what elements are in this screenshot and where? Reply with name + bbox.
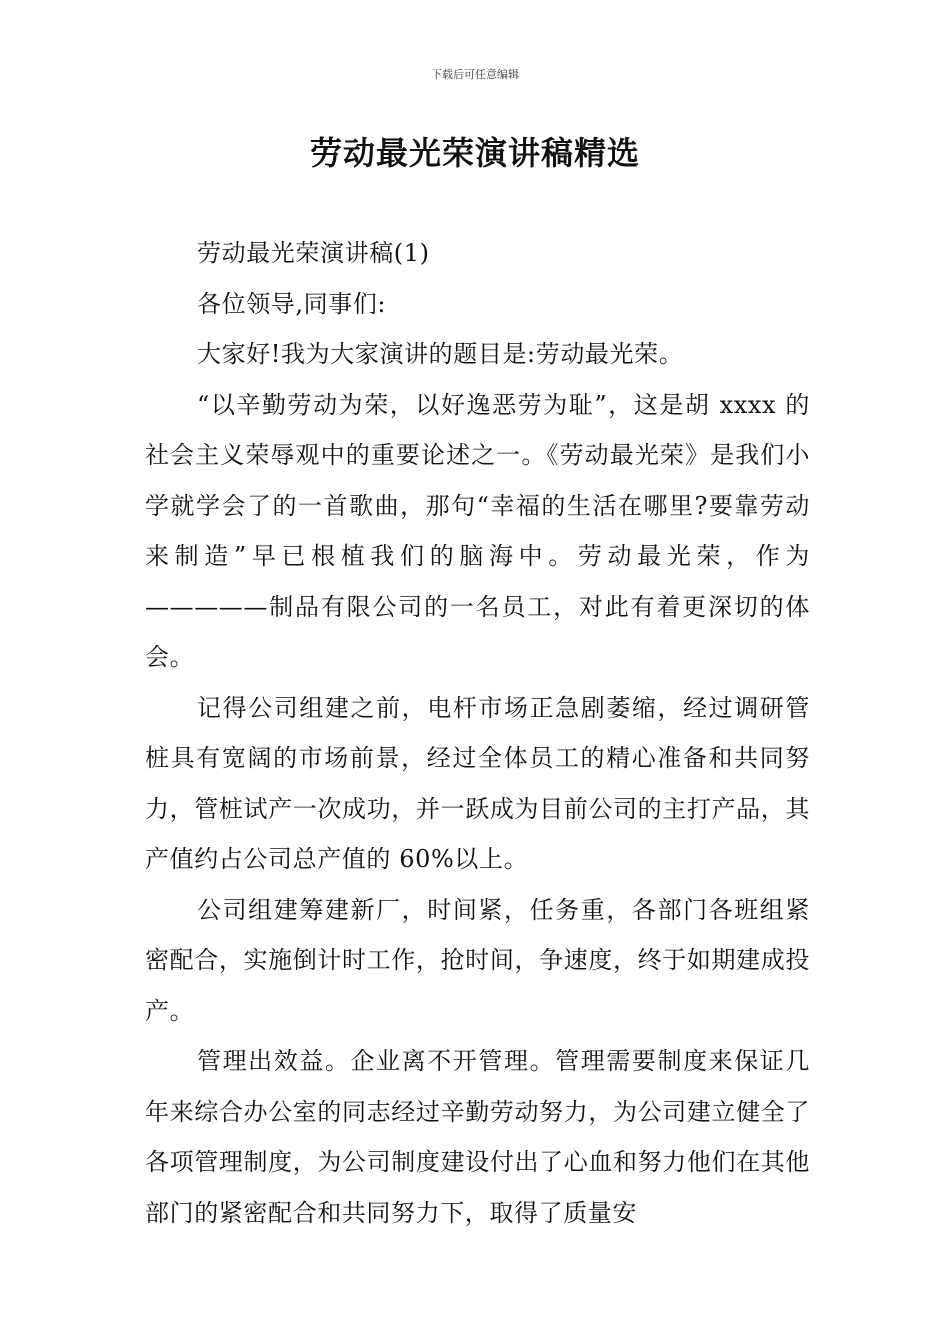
paragraph-speech-heading: 劳动最光荣演讲稿(1) bbox=[197, 239, 430, 267]
paragraph-body: 记得公司组建之前，电杆市场正急剧萎缩，经过调研管桩具有宽阔的市场前景，经过全体员工的精心准备和共同努力，管桩试产一次成功，并一跃成为目前公司的主打产品，其产值约占公司总产值的 60%以上。 bbox=[145, 693, 810, 873]
paragraph-body: 管理出效益。企业离不开管理。管理需要制度来保证几年来综合办公室的同志经过辛勤劳动努力，为公司建立健全了各项管理制度，为公司制度建设付出了心血和努力他们在其他部门的紧密配合和共同努力下，取得了质量安 bbox=[145, 1047, 810, 1227]
header-note: 下载后可任意编辑 bbox=[431, 68, 519, 81]
paragraph-body: “以辛勤劳动为荣，以好逸恶劳为耻”，这是胡 xxxx 的社会主义荣辱观中的重要论述之一。《劳动最光荣》是我们小学就学会了的一首歌曲，那句“幸福的生活在哪里?要靠劳动来制造”早已根植我们的脑海中。劳动最光荣，作为—————制品有限公司的一名员工，对此有着更深切的体会。 bbox=[145, 390, 810, 671]
document-title: 劳动最光荣演讲稿精选 bbox=[309, 134, 640, 172]
paragraph-greeting: 大家好!我为大家演讲的题目是:劳动最光荣。 bbox=[197, 340, 684, 368]
paragraph-body: 公司组建筹建新厂，时间紧，任务重，各部门各班组紧密配合，实施倒计时工作，抢时间，争速度，终于如期建成投产。 bbox=[145, 895, 810, 1025]
document-body bbox=[145, 228, 810, 1238]
paragraph-salutation: 各位领导,同事们: bbox=[197, 289, 387, 318]
